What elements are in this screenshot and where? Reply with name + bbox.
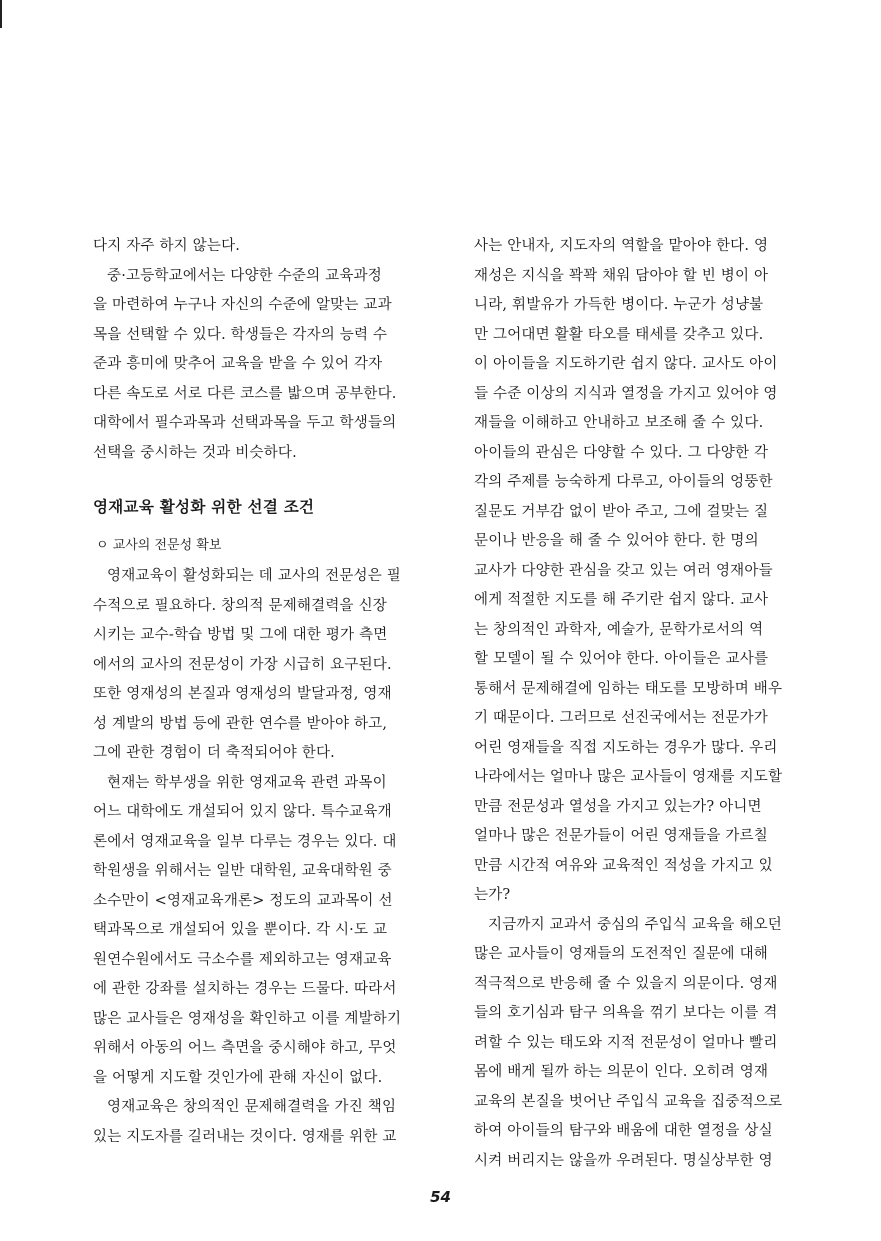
text-line: 을 어떻게 지도할 것인가에 관해 자신이 없다. bbox=[93, 1069, 383, 1086]
text-line: 어린 영재들을 직접 지도하는 경우가 많다. 우리 bbox=[474, 739, 778, 756]
text-line: 교사가 다양한 관심을 갖고 있는 여러 영재아들 bbox=[474, 562, 773, 579]
text-line: 는 창의적인 과학자, 예술가, 문학가로서의 역 bbox=[474, 621, 764, 638]
text-line: 몸에 배게 될까 하는 의문이 인다. 오히려 영재 bbox=[474, 1064, 769, 1080]
text-line: 다른 속도로 서로 다른 코스를 밟으며 공부한다. bbox=[93, 385, 397, 402]
text-line: 어느 대학에도 개설되어 있지 않다. 특수교육개 bbox=[93, 804, 392, 820]
text-line: 그에 관한 경험이 더 축적되어야 한다. bbox=[93, 745, 335, 761]
right-column bbox=[474, 232, 820, 1176]
text-line: 대학에서 필수과목과 선택과목을 두고 학생들의 bbox=[93, 415, 397, 431]
left-column bbox=[93, 232, 433, 1152]
text-line: 통해서 문제해결에 임하는 태도를 모방하며 배우 bbox=[474, 680, 783, 697]
text-line: 에 관한 강좌를 설치하는 경우는 드물다. 따라서 bbox=[93, 981, 397, 997]
text-line: 재성은 지식을 꽉꽉 채워 담아야 할 빈 병이 아 bbox=[474, 267, 769, 284]
text-line: 려할 수 있는 태도와 지적 전문성이 얼마나 빨리 bbox=[474, 1034, 778, 1051]
text-line: 재들을 이해하고 안내하고 보조해 줄 수 있다. bbox=[474, 415, 764, 431]
section-gap bbox=[93, 468, 433, 490]
text-line: 소수만이 <영재교육개론> 정도의 교과목이 선 bbox=[93, 892, 393, 909]
text-line: 시키는 교수-학습 방법 및 그에 대한 평가 측면 bbox=[93, 627, 388, 643]
text-line: 시켜 버리지는 않을까 우려된다. 명실상부한 영 bbox=[474, 1152, 773, 1169]
text-line: 아이들의 관심은 다양할 수 있다. 그 다양한 각 bbox=[474, 444, 769, 461]
text-line: 수적으로 필요하다. 창의적 문제해결력을 신장 bbox=[93, 597, 387, 614]
text-line: 영재교육은 창의적인 문제해결력을 가진 책임 bbox=[107, 1099, 397, 1115]
text-line: 론에서 영재교육을 일부 다루는 경우는 있다. 대 bbox=[93, 833, 397, 850]
text-line: 학원생을 위해서는 일반 대학원, 교육대학원 중 bbox=[93, 863, 392, 879]
text-line: 에서의 교사의 전문성이 가장 시급히 요구된다. bbox=[93, 656, 392, 673]
text-line: 선택을 중시하는 것과 비슷하다. bbox=[93, 444, 297, 461]
text-line: 문이나 반응을 해 줄 수 있어야 한다. 한 명의 bbox=[474, 533, 759, 549]
text-line: 영재교육이 활성화되는 데 교사의 전문성은 필 bbox=[107, 568, 401, 584]
text-line: 또한 영재성의 본질과 영재성의 발달과정, 영재 bbox=[93, 686, 392, 702]
text-line: 들의 호기심과 탐구 의욕을 꺾기 보다는 이를 격 bbox=[474, 1005, 778, 1021]
text-line: 질문도 거부감 없이 받아 주고, 그에 걸맞는 질 bbox=[474, 503, 769, 520]
text-line: 을 마련하여 누구나 자신의 수준에 알맞는 교과 bbox=[93, 297, 392, 313]
text-line: 지금까지 교과서 중심의 주입식 교육을 해오던 bbox=[488, 916, 782, 933]
text-line: 각의 주제를 능숙하게 다루고, 아이들의 엉뚱한 bbox=[474, 474, 773, 490]
text-line: 성 계발의 방법 등에 관한 연수를 받아야 하고, bbox=[93, 715, 388, 732]
text-line: 는가? bbox=[474, 887, 511, 903]
text-line: 얼마나 많은 전문가들이 어린 영재들을 가르칠 bbox=[474, 828, 768, 844]
text-line: 만 그어대면 활활 타오를 태세를 갖추고 있다. bbox=[474, 326, 764, 343]
text-line: 들 수준 이상의 지식과 열정을 가지고 있어야 영 bbox=[474, 385, 778, 402]
text-line: 하여 아이들의 탐구와 배움에 대한 열정을 상실 bbox=[474, 1123, 773, 1139]
text-line: 사는 안내자, 지도자의 역할을 맡아야 한다. 영 bbox=[474, 238, 769, 254]
text-line: 중·고등학교에서는 다양한 수준의 교육과정 bbox=[107, 267, 382, 284]
text-line: 다지 자주 하지 않는다. bbox=[93, 238, 241, 254]
text-line: 많은 교사들이 영재들의 도전적인 질문에 대해 bbox=[474, 946, 768, 962]
text-line: 원연수원에서도 극소수를 제외하고는 영재교육 bbox=[93, 951, 392, 968]
margin-mark bbox=[0, 0, 2, 28]
subsection-heading: ㅇ 교사의 전문성 확보 bbox=[96, 538, 222, 553]
text-line: 교육의 본질을 벗어난 주입식 교육을 집중적으로 bbox=[474, 1093, 783, 1110]
text-line: 목을 선택할 수 있다. 학생들은 각자의 능력 수 bbox=[93, 326, 388, 343]
text-line: 기 때문이다. 그러므로 선진국에서는 전문가가 bbox=[474, 710, 768, 726]
text-line: 만큼 시간적 여유와 교육적인 적성을 가지고 있 bbox=[474, 857, 773, 874]
text-line: 만큼 전문성과 열성을 가지고 있는가? 아니면 bbox=[474, 798, 762, 815]
text-line: 위해서 아동의 어느 측면을 중시해야 하고, 무엇 bbox=[93, 1040, 397, 1056]
text-line: 준과 흥미에 맞추어 교육을 받을 수 있어 각자 bbox=[93, 356, 383, 372]
text-line: 이 아이들을 지도하기란 쉽지 않다. 교사도 아이 bbox=[474, 356, 778, 372]
text-line: 택과목으로 개설되어 있을 뿐이다. 각 시·도 교 bbox=[93, 922, 388, 938]
text-line: 있는 지도자를 길러내는 것이다. 영재를 위한 교 bbox=[93, 1128, 397, 1145]
text-line: 현재는 학부생을 위한 영재교육 관련 과목이 bbox=[107, 774, 387, 791]
text-line: 에게 적절한 지도를 해 주기란 쉽지 않다. 교사 bbox=[474, 592, 769, 608]
page-number: 54 bbox=[430, 1188, 451, 1206]
text-line: 나라에서는 얼마나 많은 교사들이 영재를 지도할 bbox=[474, 769, 783, 785]
text-line: 적극적으로 반응해 줄 수 있을지 의문이다. 영재 bbox=[474, 975, 778, 992]
text-line: 할 모델이 될 수 있어야 한다. 아이들은 교사를 bbox=[474, 651, 769, 667]
text-line: 많은 교사들은 영재성을 확인하고 이를 계발하기 bbox=[93, 1010, 402, 1027]
section-heading: 영재교육 활성화 위한 선결 조건 bbox=[93, 498, 315, 516]
text-line: 니라, 휘발유가 가득한 병이다. 누군가 성냥불 bbox=[474, 297, 764, 313]
